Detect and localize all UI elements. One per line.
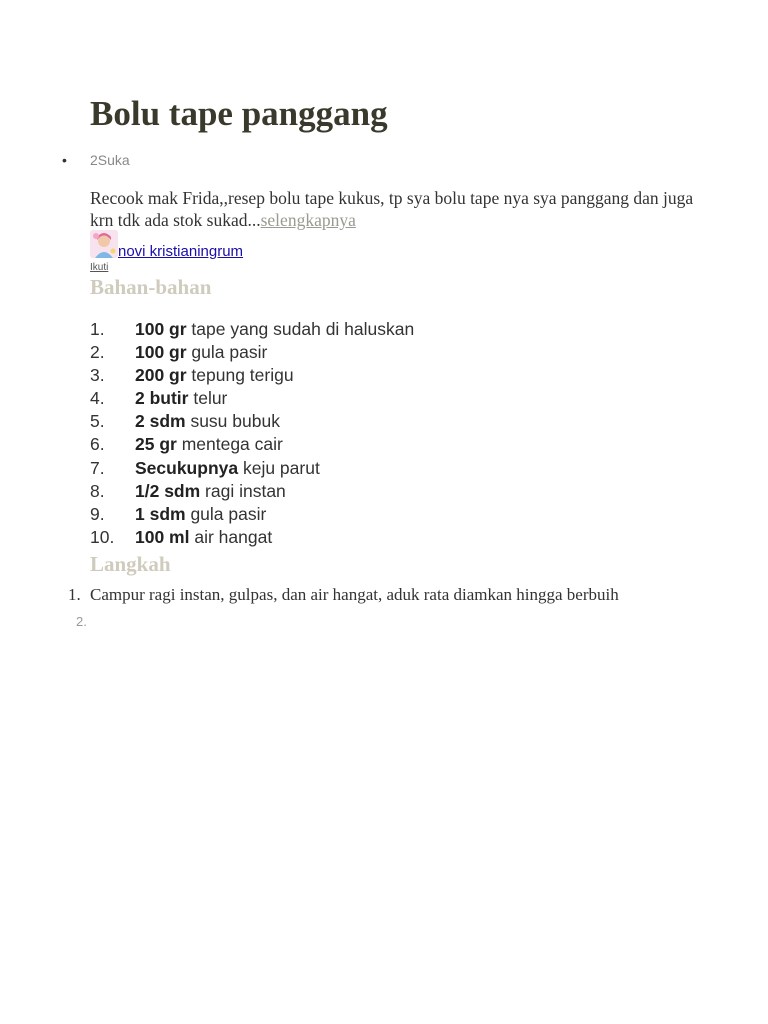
ingredient-name: susu bubuk xyxy=(185,411,280,432)
ingredient-number: 5. xyxy=(90,411,105,432)
ingredient-name: gula pasir xyxy=(185,503,267,524)
ingredient-number: 10. xyxy=(90,526,115,547)
likes-count[interactable]: 2Suka xyxy=(90,152,130,168)
ingredient-name: tape yang sudah di haluskan xyxy=(186,319,415,339)
avatar-image-icon xyxy=(90,230,118,258)
ingredient-quantity: 100 gr xyxy=(135,342,187,363)
ingredient-name: air hangat xyxy=(189,526,273,547)
ingredient-number: 8. xyxy=(90,480,105,501)
ingredient-number: 7. xyxy=(90,457,105,478)
bullet-icon: • xyxy=(62,152,67,168)
recipe-title: Bolu tape panggang xyxy=(90,94,388,133)
ingredients-list xyxy=(90,318,414,549)
ingredients-heading: Bahan-bahan xyxy=(90,275,212,299)
ingredient-item xyxy=(90,387,414,410)
ingredient-item xyxy=(90,318,414,341)
ingredient-name: gula pasir xyxy=(186,342,268,363)
likes-item[interactable] xyxy=(62,151,130,169)
recipe-description xyxy=(90,187,710,231)
ingredient-quantity: 2 sdm xyxy=(135,411,186,432)
ingredient-name: tepung terigu xyxy=(186,365,294,386)
ingredient-number: 3. xyxy=(90,365,105,386)
steps-list xyxy=(68,584,619,629)
step-number: 2. xyxy=(76,614,87,629)
ingredient-name: mentega cair xyxy=(176,434,283,455)
ingredient-number: 9. xyxy=(90,503,105,524)
ingredient-name: ragi instan xyxy=(200,480,286,501)
likes-list xyxy=(62,151,130,169)
ingredient-quantity: 100 gr xyxy=(135,319,187,339)
ingredient-number: 1. xyxy=(90,319,105,339)
step-item xyxy=(68,584,619,606)
ingredient-item xyxy=(90,433,414,456)
ingredient-quantity: 100 ml xyxy=(135,526,190,547)
ingredient-quantity: 2 butir xyxy=(135,388,189,409)
ingredient-item xyxy=(90,364,414,387)
ingredient-number: 6. xyxy=(90,434,105,455)
ingredient-number: 4. xyxy=(90,388,105,409)
author-name-link[interactable]: novi kristianingrum xyxy=(118,243,244,260)
steps-heading: Langkah xyxy=(90,552,171,576)
ingredient-quantity: 1/2 sdm xyxy=(135,480,201,501)
ingredient-quantity: 200 gr xyxy=(135,365,187,386)
description-text: Recook mak Frida,,resep bolu tape kukus, tp sya bolu tape nya sya panggang dan juga krn tdk ada stok sukad... xyxy=(90,188,694,230)
ingredient-number: 2. xyxy=(90,342,105,363)
ingredient-name: keju parut xyxy=(238,457,320,478)
step-text: Campur ragi instan, gulpas, dan air hangat, aduk rata diamkan hingga berbuih xyxy=(90,585,619,604)
step-number: 1. xyxy=(68,585,81,604)
ingredient-item xyxy=(90,410,414,433)
ingredient-item xyxy=(90,457,414,480)
ingredient-name: telur xyxy=(188,388,228,409)
ingredient-quantity: 1 sdm xyxy=(135,503,186,524)
ingredient-item xyxy=(90,341,414,364)
author-avatar[interactable] xyxy=(90,230,118,258)
ingredient-quantity: Secukupnya xyxy=(135,457,239,478)
ingredient-item xyxy=(90,526,414,549)
follow-link[interactable]: Ikuti xyxy=(90,262,109,273)
read-more-link[interactable]: selengkapnya xyxy=(260,210,356,230)
ingredient-item xyxy=(90,480,414,503)
ingredient-quantity: 25 gr xyxy=(135,434,177,455)
ingredient-item xyxy=(90,503,414,526)
